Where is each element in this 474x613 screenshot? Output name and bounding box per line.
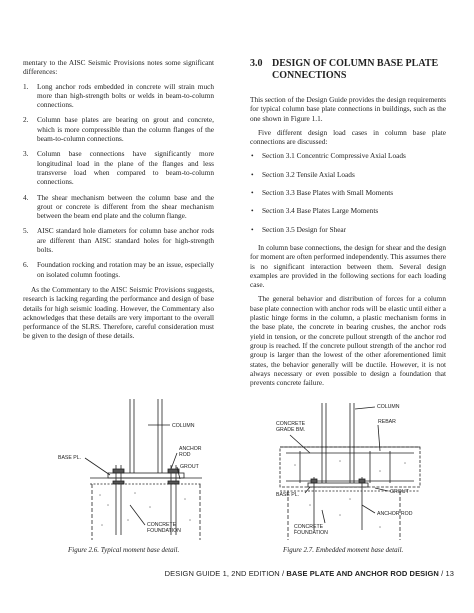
figure-2-7 [250,395,450,545]
section-list-item: • Section 3.3 Base Plates with Small Moments [250,188,446,197]
label-concrete-grade: CONCRETE [276,421,306,427]
item-text: Long anchor rods embedded in concrete will strain much more than high-strength bolts or welds in beam-to-column connections. [37,81,214,110]
page-number: / 13 [438,569,454,578]
item-text: The shear mechanism between the column base and the grout or concrete is different from the shear mechanism between the beam end plate and the column flange. [37,192,214,221]
page-footer [165,569,454,578]
paragraph-3: In column base connections, the design for shear and the design for moment are often performed independently. This assumes there is no significant interaction between them. Several design examples are provided in the following sections for each loading case. [250,242,446,290]
item-text: Column base plates are bearing on grout and concrete, which is more compressible than the column flanges of the beam-to-column connections. [37,115,214,144]
label-column: COLUMN [377,404,400,410]
item-number: 4. [23,192,29,202]
item-number: 1. [23,81,29,91]
embedded-base-drawing [250,395,450,545]
figure-2-7-caption: Figure 2.7. Embedded moment base detail. [283,546,404,554]
label-anchor-rod: ANCHOR ROD [377,511,413,517]
intro-paragraph: mentary to the AISC Seismic Provisions notes some significant differences: [23,58,214,77]
figure-2-6-caption: Figure 2.6. Typical moment base detail. [68,546,180,554]
section-heading [250,58,446,82]
list-item [23,115,214,143]
differences-list [23,82,214,279]
item-text: AISC standard hole diameters for column base anchor rods are different than AISC standard holes for high-strength bolts. [37,226,214,255]
list-item [23,193,214,221]
item-text: Column base connections have significantly more longitudinal load in the plane of the flanges and less transverse load when compared to beam-to-column connections. [37,149,214,187]
paragraph-2: Five different design load cases in column base plate connections are discussed: [250,127,446,147]
list-item [23,149,214,186]
label-grade-bm: GRADE BM. [276,427,306,433]
list-item [23,82,214,110]
section-list-item: • Section 3.2 Tensile Axial Loads [250,170,446,179]
label-rod: ROD [179,452,191,458]
list-item [23,260,214,279]
figure-2-6 [30,395,230,545]
item-number: 2. [23,115,29,125]
label-anchor: ANCHOR [179,446,202,452]
label-base-pl: BASE PL. [58,455,82,461]
moment-base-drawing [30,395,230,545]
closing-paragraph: As the Commentary to the AISC Seismic Provisions suggests, research is lacking regarding the performance and design of base details for high seismic loading. However, the Commentary also acknowledges that these details are very important to the overall performance of the SLRS. Therefore, careful consideration must be given to the design of these details. [23,284,214,341]
label-concrete: CONCRETE [147,522,177,528]
footer-title: BASE PLATE AND ANCHOR ROD DESIGN [286,569,439,578]
section-list-item: • Section 3.1 Concentric Compressive Axial Loads [250,151,446,160]
label-foundation: FOUNDATION [147,528,181,534]
heading-line-2: CONNECTIONS [272,70,347,81]
item-number: 3. [23,149,29,159]
paragraph-4: The general behavior and distribution of forces for a column base plate connection with anchor rods will be elastic until either a plastic hinge forms in the column, a plastic mechanism forms in the base plate, the concrete in bearing crushes, the anchor rods yield in tension, or the concrete pullout strength of the anchor rod group is reached. If the concrete pullout strength of the anchor rod group is larger than the lowest of the other aforementioned limit states, the behavior generally will be ductile. However, it is not always necessary or even possible to design a foundation that prevents concrete failure. [250,294,446,388]
paragraph-1: This section of the Design Guide provides the design requirements for typical column base plate connections in buildings, such as the one shown in Figure 1.1. [250,95,446,123]
item-text: Foundation rocking and rotation may be an issue, especially on isolated column footings. [37,260,214,279]
section-list [250,151,446,233]
section-list-item: • Section 3.4 Base Plates Large Moments [250,206,446,215]
label-rebar: REBAR [378,419,396,425]
heading-number: 3.0 [250,58,263,69]
item-number: 5. [23,226,29,236]
left-column [23,58,214,346]
label-concrete: CONCRETE [294,524,324,530]
label-grout: GROUT [390,489,409,495]
label-column: COLUMN [172,423,195,429]
right-column [250,58,446,392]
label-base-pl: BASE PL. [276,492,300,498]
footer-prefix: DESIGN GUIDE 1, 2ND EDITION / [164,569,287,578]
item-number: 6. [23,260,29,270]
section-list-item: • Section 3.5 Design for Shear [250,225,446,234]
heading-line-1: DESIGN OF COLUMN BASE PLATE [272,58,439,69]
label-grout: GROUT [180,464,199,470]
label-foundation: FOUNDATION [294,530,328,536]
list-item [23,226,214,254]
